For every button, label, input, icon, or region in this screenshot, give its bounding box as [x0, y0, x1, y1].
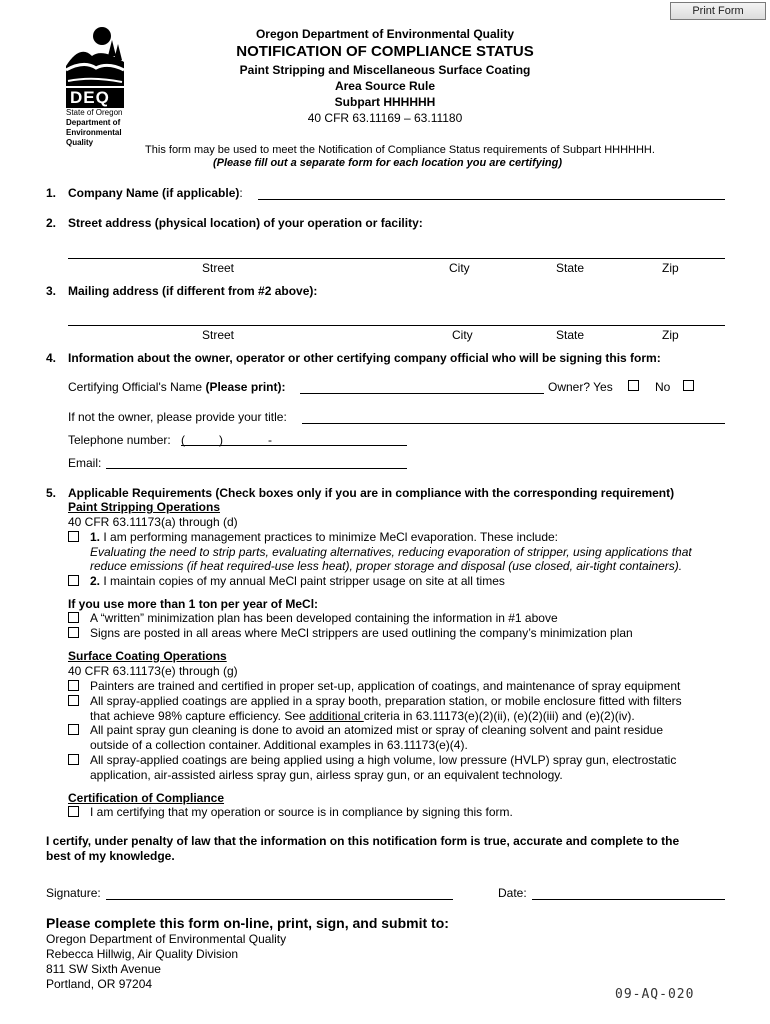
street-address-field[interactable]	[68, 258, 725, 259]
mecl1-checkbox[interactable]	[68, 612, 79, 623]
ps-cfr: 40 CFR 63.11173(a) through (d)	[68, 515, 238, 529]
section-2-label: Street address (physical location) of your operation or facility:	[68, 216, 423, 230]
sc4-checkbox[interactable]	[68, 754, 79, 765]
ps2-description: I maintain copies of my annual MeCl paint stripper usage on site at all times	[100, 574, 505, 588]
email-field[interactable]	[106, 468, 407, 469]
sc4-text-2: application, air-assisted airless spray gun, airless spray gun, or an equivalent technology.	[90, 768, 563, 782]
department-of: Department of	[66, 118, 121, 127]
city-caption: City	[449, 261, 470, 275]
sc3-text-1: All paint spray gun cleaning is done to avoid an atomized mist or spray of cleaning solvent and paint residue	[90, 723, 664, 737]
official-name-field[interactable]	[300, 393, 544, 394]
mecl2-text: Signs are posted in all areas where MeCl strippers are used outlining the company’s minimization plan	[90, 626, 633, 640]
section-1-number: 1.	[46, 186, 57, 200]
owner-no-checkbox[interactable]	[683, 380, 694, 391]
certify-line-1: I certify, under penalty of law that the information on this notification form is true, accurate and complete to the	[46, 834, 680, 848]
title-field[interactable]	[302, 423, 725, 424]
address-line-2: Rebecca Hillwig, Air Quality Division	[46, 947, 239, 961]
form-number: 09-AQ-020	[615, 987, 695, 1002]
signature-field[interactable]	[106, 899, 453, 900]
sc2-checkbox[interactable]	[68, 695, 79, 706]
address-line-1: Oregon Department of Environmental Quality	[46, 932, 287, 946]
section-3-label: Mailing address (if different from #2 above):	[68, 284, 318, 298]
print-form-button[interactable]: Print Form	[670, 2, 766, 20]
section-2-number: 2.	[46, 216, 57, 230]
colon: :	[239, 186, 243, 200]
please-print: (Please print):	[205, 380, 286, 394]
company-name-field[interactable]	[258, 199, 725, 200]
section-3-number: 3.	[46, 284, 57, 298]
sc1-checkbox[interactable]	[68, 680, 79, 691]
deq-logo	[62, 26, 126, 146]
state-caption: State	[556, 328, 585, 342]
state-of-oregon: State of Oregon	[66, 108, 123, 117]
official-label-text: Certifying Official's Name	[68, 380, 206, 394]
sc2-post: criteria in 63.11173(e)(2)(ii), (e)(2)(iii) and (e)(2)(iv).	[363, 709, 635, 723]
signature-label: Signature:	[46, 886, 101, 900]
city-caption: City	[452, 328, 473, 342]
ps1-description: I am performing management practices to minimize MeCl evaporation. These include:	[100, 530, 559, 544]
ps2-checkbox[interactable]	[68, 575, 79, 586]
telephone-label: Telephone number:	[68, 433, 171, 447]
sc2-pre: that achieve 98% capture efficiency. See	[90, 709, 310, 723]
deq-text: DEQ	[70, 88, 110, 107]
ps1-italic-2: reduce emissions (if heat required-use less heat), proper storage and disposal (use closed, air-tight containers).	[90, 559, 683, 573]
company-name-label: Company Name (if applicable)	[68, 186, 240, 200]
intro-text: This form may be used to meet the Notification of Compliance Status requirements of Subpart HHHHHH.	[145, 144, 655, 156]
owner-no-label: No	[655, 380, 671, 394]
sc2-text-1: All spray-applied coatings are applied in a spray booth, preparation station, or mobile enclosure fitted with filters	[90, 694, 682, 708]
phone-paren-open: (	[181, 433, 185, 447]
mecl-heading: If you use more than 1 ton per year of MeCl:	[68, 597, 319, 611]
sc-cfr: 40 CFR 63.11173(e) through (g)	[68, 664, 238, 678]
ps2-text	[90, 574, 505, 588]
section-4-label: Information about the owner, operator or other certifying company official who will be signing this form:	[68, 351, 661, 365]
sc3-text-2: outside of a collection container. Additional examples in 63.11173(e)(4).	[90, 738, 468, 752]
environmental: Environmental	[66, 128, 122, 137]
address-line-4: Portland, OR 97204	[46, 977, 153, 991]
paint-stripping-heading: Paint Stripping Operations	[68, 500, 221, 514]
sc2-text-2	[90, 709, 635, 723]
owner-question: Owner? Yes	[548, 380, 613, 394]
sc4-text-1: All spray-applied coatings are being applied using a high volume, low pressure (HVLP) spray gun, electrostatic	[90, 753, 677, 767]
cert-text: I am certifying that my operation or source is in compliance by signing this form.	[90, 805, 513, 819]
phone-dash: -	[268, 433, 272, 447]
telephone-field[interactable]	[224, 445, 407, 446]
section-5-label: Applicable Requirements (Check boxes only if you are in compliance with the corresponding requirement)	[68, 486, 675, 500]
subtitle-2: Area Source Rule	[334, 79, 436, 93]
cfr-range: 40 CFR 63.11169 – 63.11180	[307, 111, 463, 125]
email-label: Email:	[68, 456, 102, 470]
certify-line-2: best of my knowledge.	[46, 849, 175, 863]
street-caption: Street	[202, 328, 235, 342]
ps1-text	[90, 530, 558, 544]
ps2-number: 2.	[90, 574, 101, 588]
state-caption: State	[556, 261, 585, 275]
agency-name: Oregon Department of Environmental Quality	[255, 27, 515, 41]
owner-yes-checkbox[interactable]	[628, 380, 639, 391]
mailing-address-field[interactable]	[68, 325, 725, 326]
address-line-3: 811 SW Sixth Avenue	[46, 962, 161, 976]
surface-coating-heading: Surface Coating Operations	[68, 649, 227, 663]
section-4-number: 4.	[46, 351, 57, 365]
cert-checkbox[interactable]	[68, 806, 79, 817]
phone-paren-close: )	[219, 433, 223, 447]
mecl2-checkbox[interactable]	[68, 627, 79, 638]
additional-link[interactable]: additional	[309, 709, 364, 723]
certification-heading: Certification of Compliance	[68, 791, 225, 805]
official-name-label	[68, 380, 285, 394]
ps1-italic-1: Evaluating the need to strip parts, evaluating alternatives, reducing evaporation of stripper, using applications that	[90, 545, 692, 559]
subtitle-1: Paint Stripping and Miscellaneous Surface Coating	[239, 63, 531, 77]
intro-italic: (Please fill out a separate form for each location you are certifying)	[212, 157, 563, 169]
ps1-number: 1.	[90, 530, 101, 544]
section-5-number: 5.	[46, 486, 57, 500]
mecl1-text: A “written” minimization plan has been developed containing the information in #1 above	[90, 611, 558, 625]
quality: Quality	[66, 138, 94, 147]
subtitle-3: Subpart HHHHHH	[334, 95, 436, 109]
submit-heading: Please complete this form on-line, print, sign, and submit to:	[46, 915, 449, 931]
title-label: If not the owner, please provide your title:	[68, 410, 287, 424]
street-caption: Street	[202, 261, 235, 275]
section-1-label	[68, 186, 243, 200]
ps1-checkbox[interactable]	[68, 531, 79, 542]
date-label: Date:	[498, 886, 527, 900]
sc3-checkbox[interactable]	[68, 724, 79, 735]
form-title: NOTIFICATION OF COMPLIANCE STATUS	[236, 43, 534, 60]
sc1-text: Painters are trained and certified in proper set-up, application of coatings, and maintenance of spray equipment	[90, 679, 681, 693]
zip-caption: Zip	[662, 328, 679, 342]
date-field[interactable]	[532, 899, 725, 900]
zip-caption: Zip	[662, 261, 679, 275]
area-code-field[interactable]	[181, 445, 224, 446]
